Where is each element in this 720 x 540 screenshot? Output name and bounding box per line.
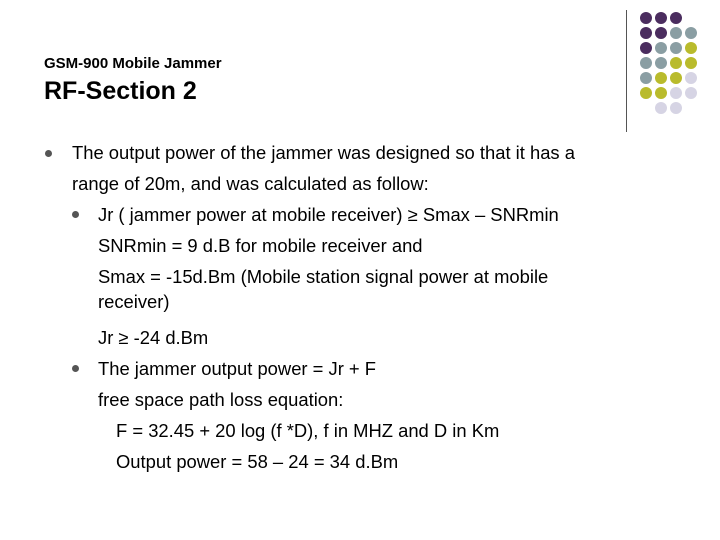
bullet-1-line-1: The output power of the jammer was designed so that it has a xyxy=(72,142,575,163)
slide-title: RF-Section 2 xyxy=(44,77,197,105)
decor-dot xyxy=(670,102,682,114)
decor-dot xyxy=(670,27,682,39)
decor-dot xyxy=(640,27,652,39)
decor-dot xyxy=(640,12,652,24)
decor-dot xyxy=(655,27,667,39)
decor-dot xyxy=(640,72,652,84)
bullet-dot xyxy=(45,150,52,157)
bullet-1-line-2: range of 20m, and was calculated as follow: xyxy=(72,173,429,194)
sub-bullet-1-line-1: Jr ( jammer power at mobile receiver) ≥ Smax – SNRmin xyxy=(98,204,559,225)
sub-bullet-2-line-4: Output power = 58 – 24 = 34 d.Bm xyxy=(116,451,399,472)
sub-bullet-1-line-4: receiver) xyxy=(98,291,170,312)
decor-dot xyxy=(670,12,682,24)
decor-dot xyxy=(670,57,682,69)
sub-bullet-1-line-2: SNRmin = 9 d.B for mobile receiver and xyxy=(98,235,423,256)
decor-dot xyxy=(640,42,652,54)
sub-bullet-1-line-3: Smax = -15d.Bm (Mobile station signal power at mobile xyxy=(98,266,549,287)
decor-dot xyxy=(640,57,652,69)
decor-dot xyxy=(685,27,697,39)
sub-bullet-2-line-1: The jammer output power = Jr + F xyxy=(98,358,377,379)
decor-dot xyxy=(685,42,697,54)
decor-dot xyxy=(655,12,667,24)
decor-dot xyxy=(655,102,667,114)
decor-dot xyxy=(670,72,682,84)
slide-subtitle: GSM-900 Mobile Jammer xyxy=(44,55,222,72)
sub-bullet-2-line-3: F = 32.45 + 20 log (f *D), f in MHZ and D in Km xyxy=(116,420,500,441)
decor-dot xyxy=(640,87,652,99)
decor-dot xyxy=(670,87,682,99)
sub-bullet-1-line-5: Jr ≥ -24 d.Bm xyxy=(98,327,209,348)
decor-dot xyxy=(685,57,697,69)
divider-line xyxy=(626,10,627,132)
decor-dot xyxy=(655,57,667,69)
decor-dot xyxy=(685,72,697,84)
decor-dot xyxy=(655,72,667,84)
decor-dot xyxy=(655,42,667,54)
sub-bullet-2-line-2: free space path loss equation: xyxy=(98,389,344,410)
sub-bullet-dot xyxy=(72,365,79,372)
decor-dot xyxy=(685,87,697,99)
sub-bullet-dot xyxy=(72,211,79,218)
decor-dot xyxy=(670,42,682,54)
decor-dot xyxy=(655,87,667,99)
